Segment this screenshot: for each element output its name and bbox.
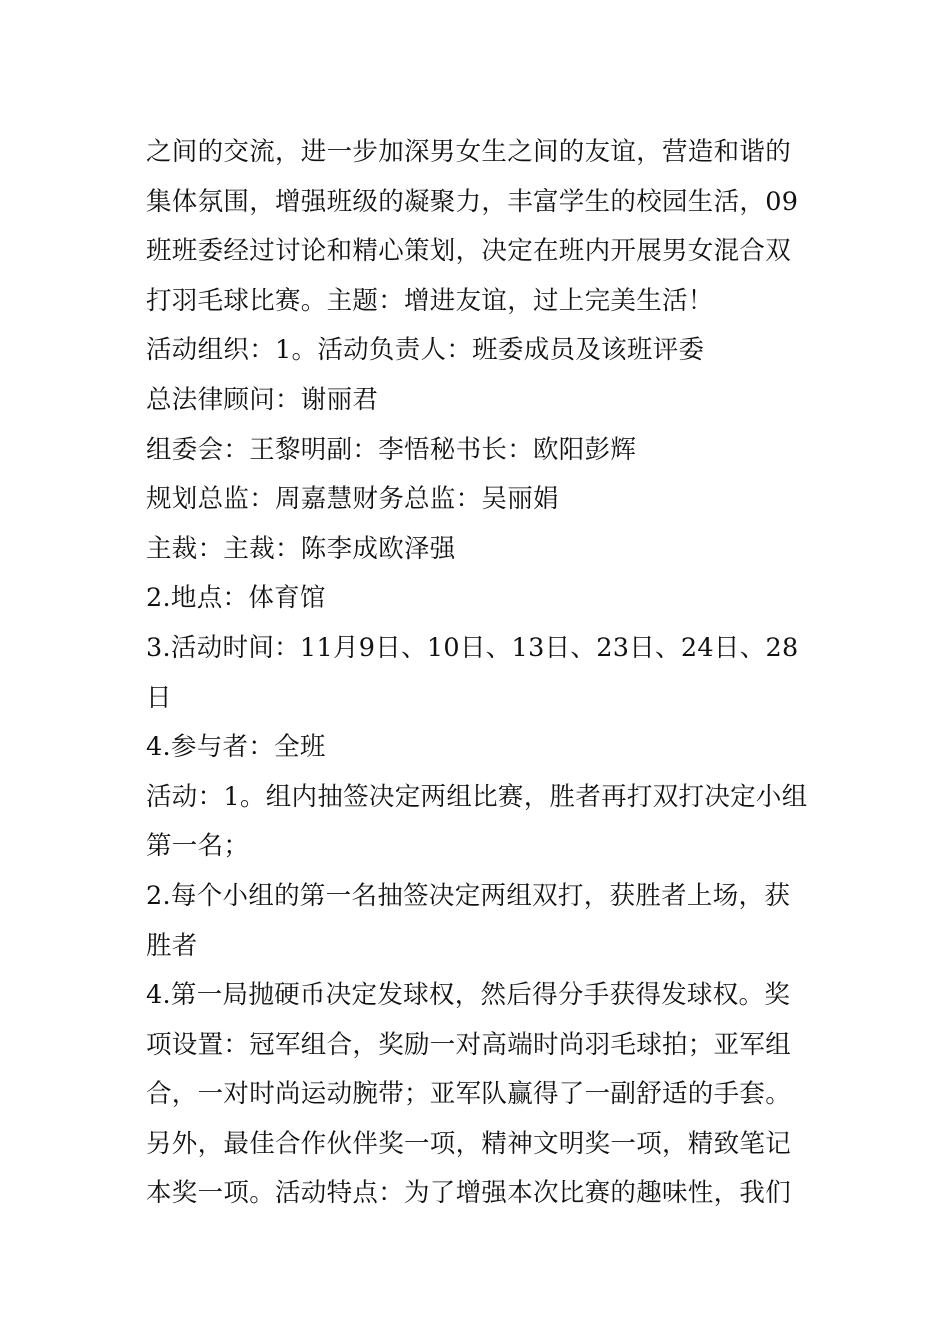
text-line: 主裁：主裁：陈李成欧泽强 xyxy=(146,533,456,564)
text-line: 活动：1。组内抽签决定两组比赛，胜者再打双打决定小组 xyxy=(146,781,808,812)
text-line: 2.每个小组的第一名抽签决定两组双打，获胜者上场，获 xyxy=(146,880,791,911)
text-line: 胜者 xyxy=(146,930,198,961)
text-line: 3.活动时间：11月9日、10日、13日、23日、24日、28 xyxy=(146,632,799,663)
text-line: 打羽毛球比赛。主题：增进友谊，过上完美生活！ xyxy=(146,285,714,316)
text-line: 总法律顾问：谢丽君 xyxy=(146,384,379,415)
text-line: 之间的交流，进一步加深男女生之间的友谊，营造和谐的 xyxy=(146,137,792,167)
text-line: 集体氛围，增强班级的凝聚力，丰富学生的校园生活，09 xyxy=(146,186,799,217)
text-line: 4.第一局抛硬币决定发球权，然后得分手获得发球权。奖 xyxy=(146,980,791,1011)
text-line: 另外，最佳合作伙伴奖一项，精神文明奖一项，精致笔记 xyxy=(146,1128,792,1159)
text-line: 合，一对时尚运动腕带；亚军队赢得了一副舒适的手套。 xyxy=(146,1079,792,1110)
text-line: 项设置：冠军组合，奖励一对高端时尚羽毛球拍；亚军组 xyxy=(146,1029,792,1060)
text-line: 班班委经过讨论和精心策划，决定在班内开展男女混合双 xyxy=(146,236,792,267)
text-line: 2.地点：体育馆 xyxy=(146,583,326,614)
document-body xyxy=(146,128,811,1219)
text-line: 组委会：王黎明副：李悟秘书长：欧阳彭辉 xyxy=(146,434,637,465)
text-line: 第一名； xyxy=(146,831,250,862)
text-line: 日 xyxy=(146,682,172,713)
text-line: 规划总监：周嘉慧财务总监：吴丽娟 xyxy=(146,484,559,515)
text-line: 4.参与者：全班 xyxy=(146,732,326,763)
text-line: 活动组织：1。活动负责人：班委成员及该班评委 xyxy=(146,335,705,366)
text-line: 本奖一项。活动特点：为了增强本次比赛的趣味性，我们 xyxy=(146,1178,792,1209)
